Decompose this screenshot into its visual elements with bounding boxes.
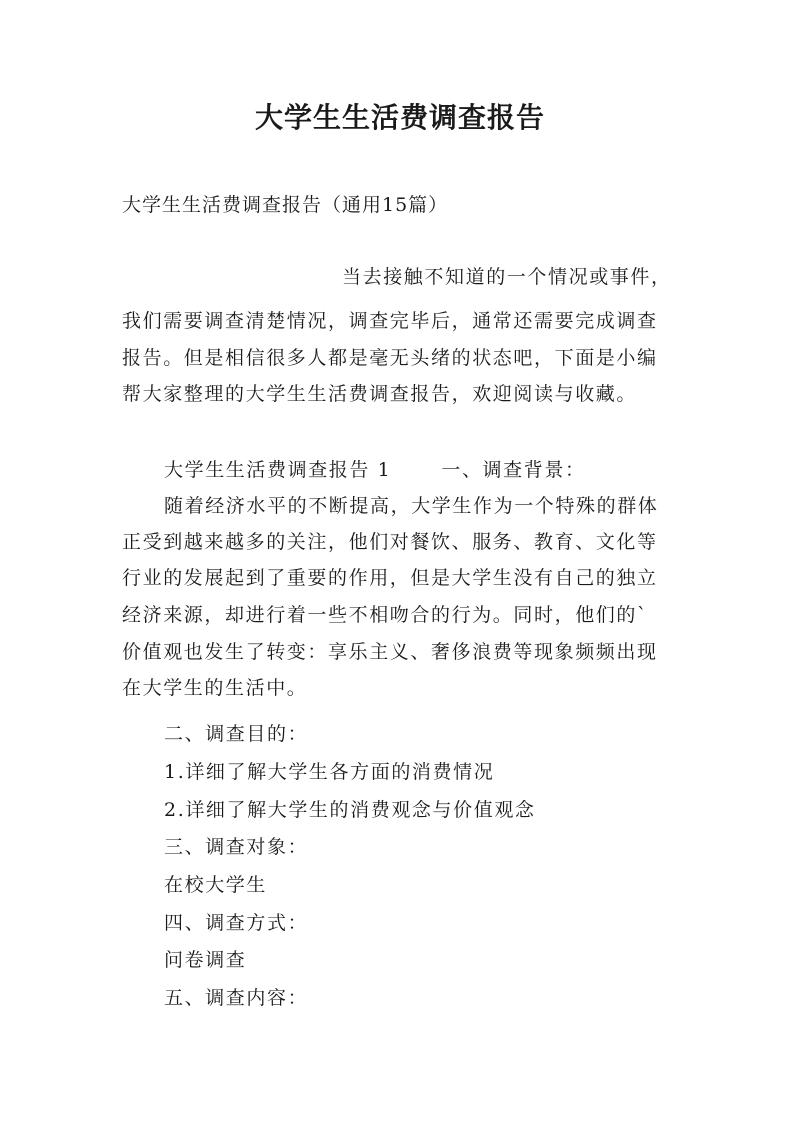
section-title: 四、调查方式：	[164, 912, 309, 934]
section-title: 一、调查背景：	[441, 459, 586, 481]
section-title: 二、调查目的：	[164, 723, 309, 745]
paragraph-line: 经济来源，却进行着一些不相吻合的行为。同时，他们的`	[122, 604, 649, 626]
paragraph-line: 正受到越来越多的关注，他们对餐饮、服务、教育、文化等	[122, 531, 658, 553]
document-title: 大学生生活费调查报告	[254, 101, 545, 134]
intro-line: 帮大家整理的大学生生活费调查报告，欢迎阅读与收藏。	[122, 383, 638, 405]
document-subtitle: 大学生生活费调查报告（通用15篇）	[122, 194, 449, 216]
list-item: 1.详细了解大学生各方面的消费情况	[164, 761, 495, 783]
paragraph-line: 在校大学生	[164, 874, 268, 896]
report-heading-line	[164, 455, 586, 482]
section-title: 三、调查对象：	[164, 836, 309, 858]
list-item: 2.详细了解大学生的消费观念与价值观念	[164, 799, 536, 821]
intro-line: 当去接触不知道的一个情况或事件，	[342, 266, 672, 288]
intro-line: 我们需要调查清楚情况，调查完毕后，通常还需要完成调查	[122, 310, 658, 332]
paragraph-line: 问卷调查	[164, 949, 247, 971]
section-title: 五、调查内容：	[164, 987, 309, 1009]
paragraph-line: 在大学生的生活中。	[122, 677, 308, 699]
paragraph-line: 随着经济水平的不断提高，大学生作为一个特殊的群体	[164, 495, 659, 517]
paragraph-line: 行业的发展起到了重要的作用，但是大学生没有自己的独立	[122, 567, 658, 589]
report-heading: 大学生生活费调查报告 1	[164, 459, 392, 481]
intro-line: 报告。但是相信很多人都是毫无头绪的状态吧，下面是小编	[122, 347, 658, 369]
paragraph-line: 价值观也发生了转变：享乐主义、奢侈浪费等现象频频出现	[122, 641, 658, 663]
